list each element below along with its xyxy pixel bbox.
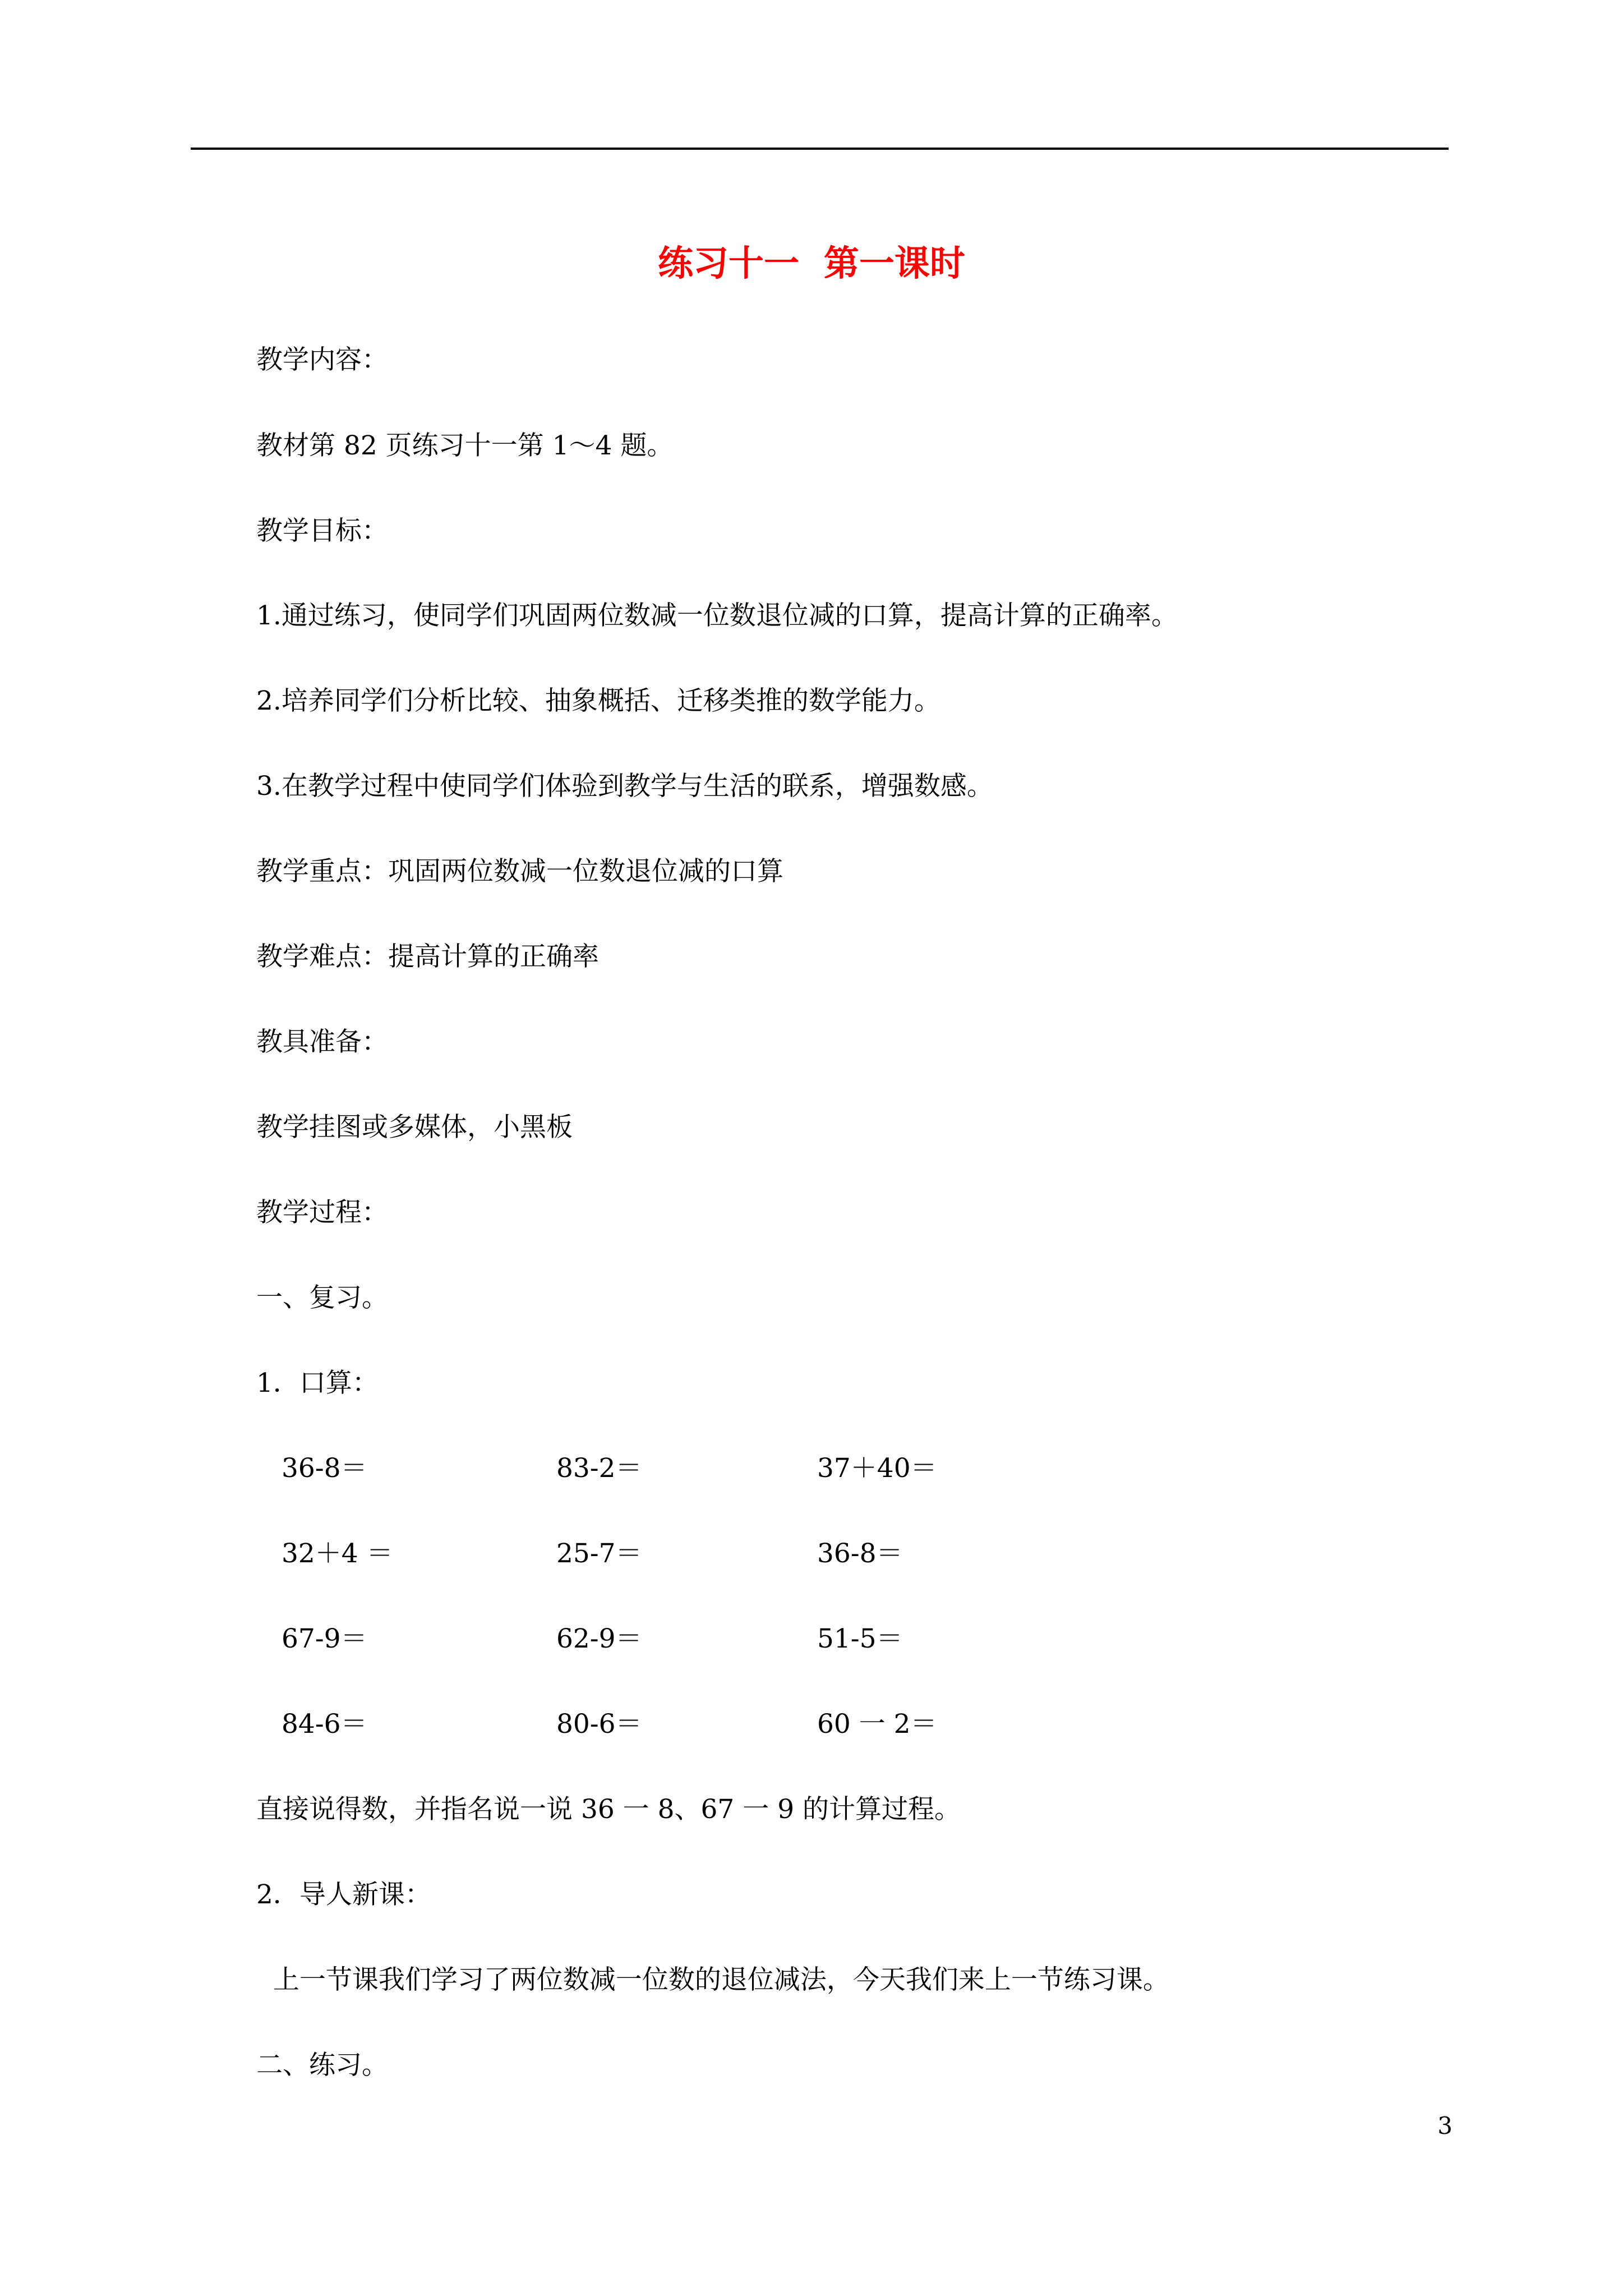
- materials-text: 教学挂图或多媒体，小黑板: [256, 1112, 573, 1143]
- section-heading-process: 教学过程：: [256, 1197, 388, 1228]
- arithmetic-item: 36-8＝: [282, 1453, 367, 1484]
- arithmetic-item: 32＋4 ＝: [282, 1538, 393, 1569]
- section-practice: 二、练习。: [256, 2050, 388, 2081]
- arithmetic-item: 67-9＝: [282, 1623, 367, 1654]
- section-heading-objectives: 教学目标：: [256, 516, 388, 546]
- arithmetic-item: 36-8＝: [817, 1538, 903, 1569]
- arithmetic-item: 83-2＝: [556, 1453, 642, 1484]
- arithmetic-item: 37＋40＝: [817, 1453, 937, 1484]
- difficult-point: 教学难点：提高计算的正确率: [256, 941, 599, 972]
- arithmetic-item: 60 一 2＝: [817, 1709, 937, 1740]
- new-lesson-heading: 2．导人新课：: [256, 1879, 431, 1910]
- key-point: 教学重点：巩固两位数减一位数退位减的口算: [256, 856, 783, 887]
- arithmetic-item: 62-9＝: [556, 1623, 642, 1654]
- objective-2: 2.培养同学们分析比较、抽象概括、迁移类推的数学能力。: [256, 685, 940, 716]
- instruction-text: 直接说得数，并指名说一说 36 一 8、67 一 9 的计算过程。: [256, 1794, 961, 1825]
- oral-arithmetic-heading: 1．口算：: [256, 1368, 379, 1398]
- arithmetic-item: 25-7＝: [556, 1538, 642, 1569]
- objective-3: 3.在教学过程中使同学们体验到教学与生活的联系，增强数感。: [256, 771, 993, 802]
- document-title: 练习十一 第一课时: [658, 243, 965, 284]
- header-rule: [191, 148, 1449, 150]
- new-lesson-text: 上一节课我们学习了两位数减一位数的退位减法，今天我们来上一节练习课。: [256, 1964, 1169, 1995]
- section-heading-content: 教学内容：: [256, 344, 388, 375]
- objective-1: 1.通过练习，使同学们巩固两位数减一位数退位减的口算，提高计算的正确率。: [256, 600, 1178, 631]
- arithmetic-item: 51-5＝: [817, 1623, 903, 1654]
- arithmetic-item: 80-6＝: [556, 1709, 642, 1740]
- arithmetic-item: 84-6＝: [282, 1709, 367, 1740]
- page-number: 3: [1437, 2112, 1453, 2139]
- section-review: 一、复习。: [256, 1282, 388, 1313]
- section-heading-materials: 教具准备：: [256, 1027, 388, 1057]
- content-text: 教材第 82 页练习十一第 1～4 题。: [256, 430, 674, 461]
